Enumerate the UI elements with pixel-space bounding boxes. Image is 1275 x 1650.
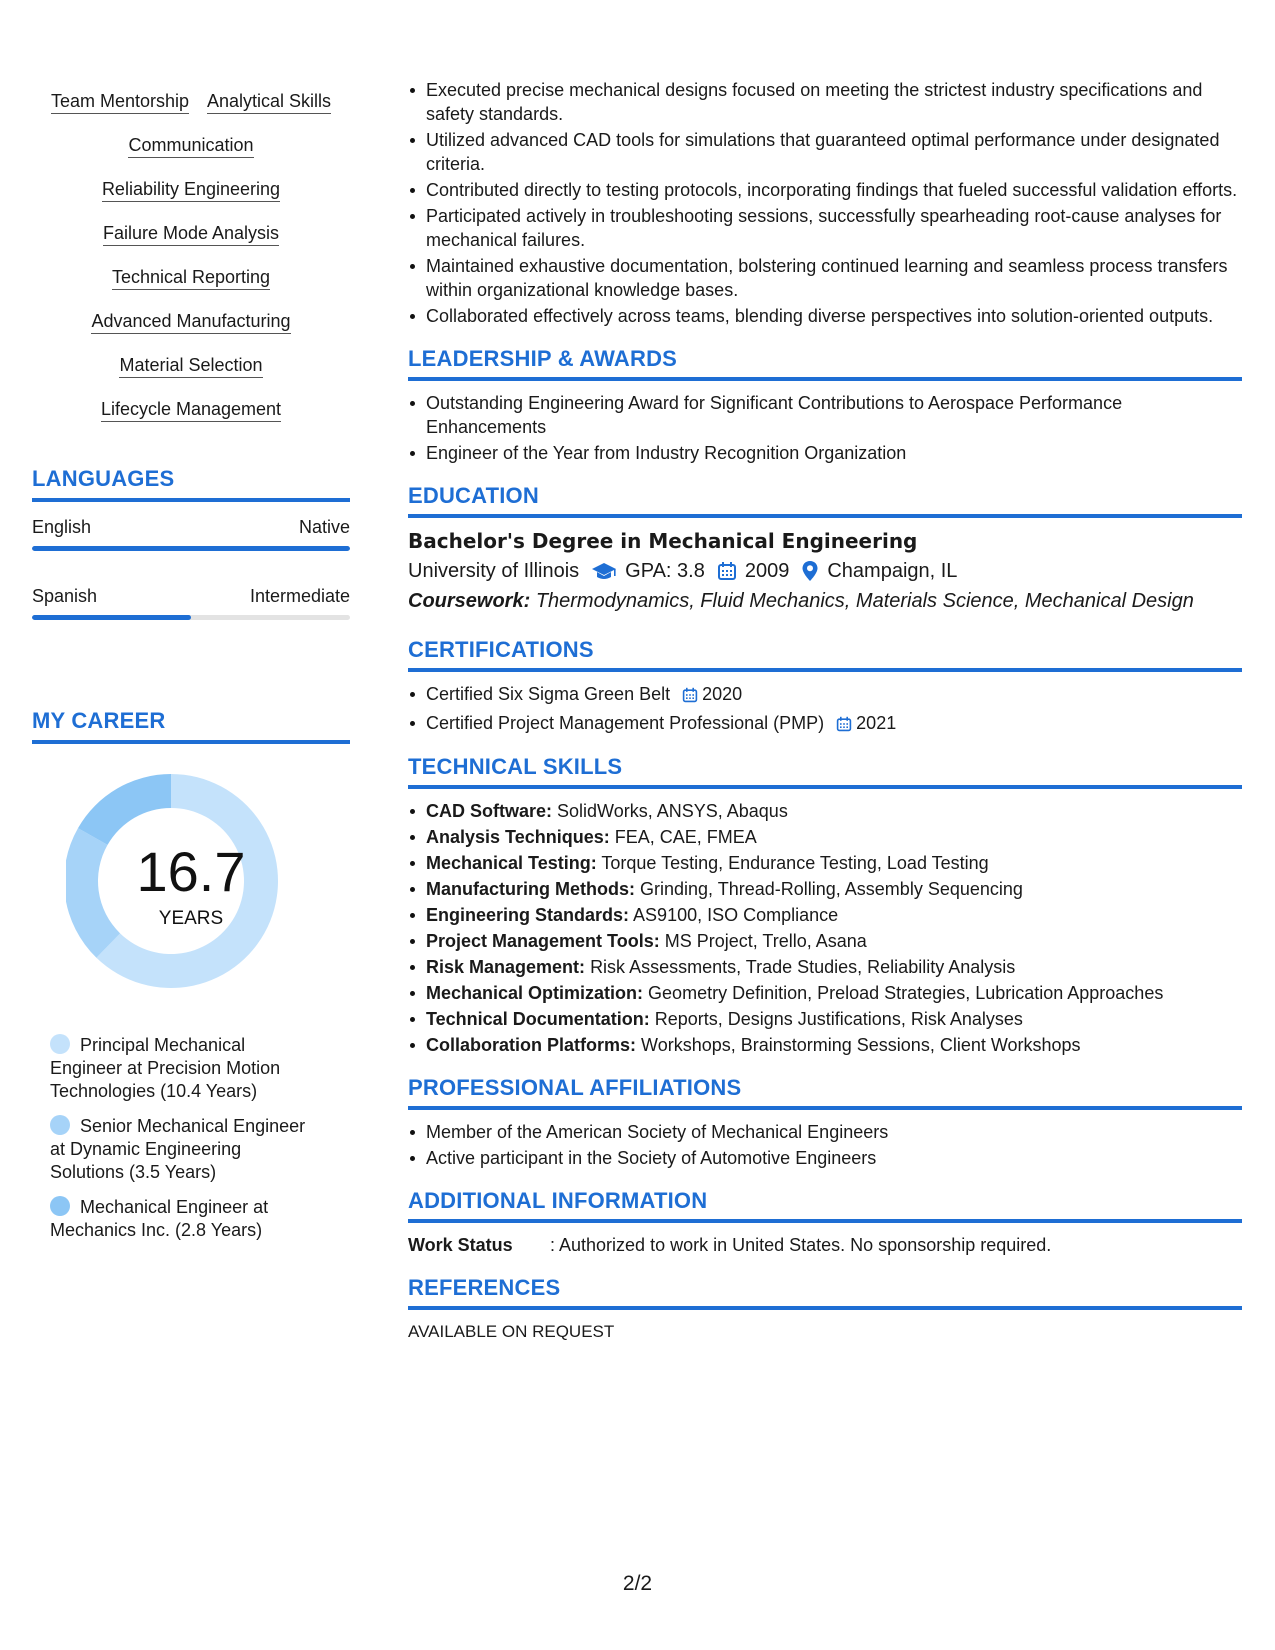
skill-tag: Communication <box>128 124 253 158</box>
career-role <box>50 1034 320 1103</box>
coursework-label: Coursework: <box>408 590 531 612</box>
technical-skill-label: Mechanical Optimization: <box>426 983 644 1003</box>
technical-skill-value: FEA, CAE, FMEA <box>614 827 757 847</box>
skill-tag: Team Mentorship <box>51 80 189 114</box>
legend-dot-icon <box>50 1034 70 1054</box>
graduation-year: 2009 <box>744 560 790 582</box>
degree-title: Bachelor's Degree in Mechanical Engineering <box>408 529 918 553</box>
technical-skill-label: Project Management Tools: <box>426 931 660 951</box>
certification-year: 2020 <box>702 684 743 704</box>
technical-skill-value: SolidWorks, ANSYS, Abaqus <box>557 801 788 821</box>
page-number: 2/2 <box>622 1572 653 1595</box>
legend-dot-icon <box>50 1196 70 1216</box>
school-location: Champaign, IL <box>827 560 958 582</box>
technical-skill-label: Technical Documentation: <box>426 1009 650 1029</box>
certification-name: Certified Project Management Professional (PMP) <box>426 713 825 733</box>
technical-skills-list <box>408 799 1242 1057</box>
experience-bullet: Utilized advanced CAD tools for simulations that guaranteed optimal performance under designated criteria. <box>426 128 1242 176</box>
languages-list <box>32 516 350 620</box>
career-role-text: Principal Mechanical Engineer at Precision Motion Technologies (10.4 Years) <box>50 1035 281 1101</box>
language-level-fill <box>32 615 191 620</box>
career-role <box>50 1115 320 1184</box>
language-name: Spanish <box>32 586 98 606</box>
career-total-years: 16.7 <box>136 840 246 903</box>
language-level: Intermediate <box>249 586 350 606</box>
technical-skill-label: Mechanical Testing: <box>426 853 597 873</box>
calendar-icon <box>682 685 698 709</box>
skill-tag: Advanced Manufacturing <box>91 300 290 334</box>
coursework-list: Thermodynamics, Fluid Mechanics, Materials Science, Mechanical Design <box>535 590 1194 612</box>
technical-skill-item <box>426 955 1242 979</box>
location-pin-icon <box>801 560 819 582</box>
affiliations-heading: PROFESSIONAL AFFILIATIONS <box>408 1075 1242 1110</box>
language-item <box>32 516 350 551</box>
technical-skill-label: Analysis Techniques: <box>426 827 610 847</box>
career-role-text: Mechanical Engineer at Mechanics Inc. (2.8 Years) <box>50 1197 269 1240</box>
technical-skill-value: Risk Assessments, Trade Studies, Reliability Analysis <box>590 957 1016 977</box>
technical-skill-value: MS Project, Trello, Asana <box>664 931 867 951</box>
skills-tags <box>32 80 350 432</box>
education-details <box>408 557 1242 585</box>
technical-skill-label: CAD Software: <box>426 801 553 821</box>
legend-dot-icon <box>50 1115 70 1135</box>
award-item: Engineer of the Year from Industry Recognition Organization <box>426 441 1242 465</box>
experience-bullet: Maintained exhaustive documentation, bolstering continued learning and seamless process transfers within organizational knowledge bases. <box>426 254 1242 302</box>
technical-skill-item <box>426 851 1242 875</box>
language-item <box>32 585 350 620</box>
language-level-bar <box>32 615 350 620</box>
technical-skill-value: Reports, Designs Justifications, Risk Analyses <box>654 1009 1023 1029</box>
experience-bullet: Contributed directly to testing protocols, incorporating findings that fueled successful validation efforts. <box>426 178 1242 202</box>
left-column <box>32 80 350 1254</box>
technical-skill-item <box>426 903 1242 927</box>
skill-tag: Material Selection <box>119 344 262 378</box>
calendar-icon <box>717 561 737 581</box>
career-years-label: YEARS <box>158 908 224 929</box>
technical-skill-value: AS9100, ISO Compliance <box>633 905 839 925</box>
technical-skill-label: Manufacturing Methods: <box>426 879 635 899</box>
calendar-icon <box>836 714 852 738</box>
gpa: GPA: 3.8 <box>625 560 705 582</box>
technical-skill-label: Risk Management: <box>426 957 586 977</box>
affiliations-list <box>408 1120 1242 1170</box>
skill-tag: Technical Reporting <box>112 256 270 290</box>
career-roles <box>32 1034 350 1242</box>
career-donut <box>32 774 350 1014</box>
technical-skill-item <box>426 825 1242 849</box>
technical-skill-item <box>426 799 1242 823</box>
school-name: University of Illinois <box>408 560 580 582</box>
skill-tag: Analytical Skills <box>207 80 331 114</box>
experience-bullets <box>408 78 1242 328</box>
language-row <box>32 585 350 607</box>
language-level-fill <box>32 546 350 551</box>
experience-bullet: Collaborated effectively across teams, blending diverse perspectives into solution-oriented outputs. <box>426 304 1242 328</box>
languages-heading: LANGUAGES <box>32 466 350 502</box>
language-name: English <box>32 517 92 537</box>
experience-bullet: Executed precise mechanical designs focused on meeting the strictest industry specifications and safety standards. <box>426 78 1242 126</box>
technical-skill-item <box>426 1033 1242 1057</box>
technical-skill-item <box>426 1007 1242 1031</box>
leadership-list <box>408 391 1242 465</box>
graduation-cap-icon <box>591 561 617 581</box>
technical-skill-item <box>426 877 1242 901</box>
technical-skill-value: Workshops, Brainstorming Sessions, Client Workshops <box>641 1035 1081 1055</box>
technical-skills-heading: TECHNICAL SKILLS <box>408 754 1242 789</box>
technical-skill-item <box>426 981 1242 1005</box>
skill-tag: Failure Mode Analysis <box>103 212 279 246</box>
right-column <box>408 78 1242 1344</box>
work-status-value: : Authorized to work in United States. No sponsorship required. <box>550 1235 1052 1255</box>
technical-skill-value: Grinding, Thread-Rolling, Assembly Sequencing <box>640 879 1023 899</box>
technical-skill-value: Geometry Definition, Preload Strategies, Lubrication Approaches <box>648 983 1164 1003</box>
career-heading: MY CAREER <box>32 708 350 744</box>
donut-slice <box>78 774 171 845</box>
language-level-bar <box>32 546 350 551</box>
certification-item <box>426 682 1242 709</box>
leadership-heading: LEADERSHIP & AWARDS <box>408 346 1242 381</box>
work-status-label: Work Status <box>408 1235 513 1255</box>
technical-skill-value: Torque Testing, Endurance Testing, Load Testing <box>601 853 989 873</box>
work-status-row <box>408 1233 1242 1257</box>
technical-skill-label: Collaboration Platforms: <box>426 1035 637 1055</box>
language-row <box>32 516 350 538</box>
affiliation-item: Active participant in the Society of Automotive Engineers <box>426 1146 1242 1170</box>
additional-info-heading: ADDITIONAL INFORMATION <box>408 1188 1242 1223</box>
references-text: AVAILABLE ON REQUEST <box>408 1322 615 1341</box>
skill-tag: Lifecycle Management <box>101 388 281 422</box>
technical-skill-label: Engineering Standards: <box>426 905 630 925</box>
certification-item <box>426 711 1242 738</box>
certifications-heading: CERTIFICATIONS <box>408 637 1242 672</box>
coursework <box>408 587 1242 615</box>
career-role-text: Senior Mechanical Engineer at Dynamic Engineering Solutions (3.5 Years) <box>50 1116 306 1182</box>
certification-year: 2021 <box>856 713 897 733</box>
experience-bullet: Participated actively in troubleshooting sessions, successfully spearheading root-cause analyses for mechanical failures. <box>426 204 1242 252</box>
career-role <box>50 1196 320 1242</box>
affiliation-item: Member of the American Society of Mechanical Engineers <box>426 1120 1242 1144</box>
education-heading: EDUCATION <box>408 483 1242 518</box>
skill-tag: Reliability Engineering <box>102 168 280 202</box>
award-item: Outstanding Engineering Award for Significant Contributions to Aerospace Performance Enhancements <box>426 391 1242 439</box>
language-level: Native <box>298 517 350 537</box>
certification-name: Certified Six Sigma Green Belt <box>426 684 671 704</box>
certifications-list <box>408 682 1242 738</box>
technical-skill-item <box>426 929 1242 953</box>
references-heading: REFERENCES <box>408 1275 1242 1310</box>
